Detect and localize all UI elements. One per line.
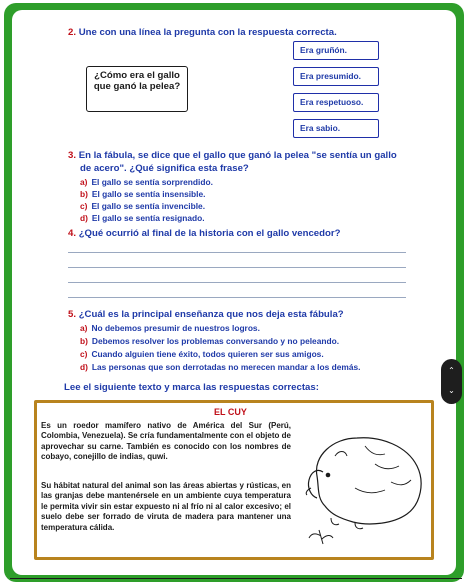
reading-title: EL CUY: [214, 407, 247, 417]
q3-option-b[interactable]: [80, 189, 205, 199]
q3-option-c[interactable]: [80, 201, 205, 211]
q2-question-text: ¿Cómo era el gallo que ganó la pelea?: [93, 70, 181, 92]
option-label: a): [80, 177, 88, 187]
q5-option-a[interactable]: [80, 323, 260, 333]
guinea-pig-illustration: [295, 418, 430, 553]
option-text: El gallo se sentía invencible.: [91, 201, 206, 211]
option-label: d): [80, 362, 88, 372]
q2-answer-box-2[interactable]: [293, 67, 379, 86]
option-label: b): [80, 189, 88, 199]
q3-option-d[interactable]: [80, 213, 205, 223]
question-4-number: 4.: [68, 228, 77, 239]
option-text: El gallo se sentía resignado.: [91, 213, 205, 223]
question-3-line2: de acero". ¿Qué significa esta frase?: [80, 163, 249, 174]
answer-line[interactable]: [68, 252, 406, 253]
option-text: Cuando alguien tiene éxito, todos quieren ser sus amigos.: [91, 349, 324, 359]
answer-line[interactable]: [68, 297, 406, 298]
q2-answer-box-3[interactable]: [293, 93, 379, 112]
option-label: c): [80, 349, 88, 359]
question-5-text: ¿Cuál es la principal enseñanza que nos deja esta fábula?: [78, 309, 344, 320]
scroll-control[interactable]: [441, 359, 462, 404]
bottom-divider: [10, 578, 462, 579]
option-text: Debemos resolver los problemas conversando y no peleando.: [91, 336, 340, 346]
option-label: a): [80, 323, 88, 333]
q5-option-b[interactable]: [80, 336, 339, 346]
q2-answer-text: Era respetuoso.: [300, 97, 364, 107]
answer-line[interactable]: [68, 267, 406, 268]
question-3-number: 3.: [68, 150, 77, 161]
question-3-line1: En la fábula, se dice que el gallo que ganó la pelea "se sentía un gallo: [78, 150, 397, 161]
scroll-up-icon[interactable]: ⌃: [448, 366, 455, 375]
question-2-number: 2.: [68, 27, 77, 38]
option-label: b): [80, 336, 88, 346]
question-5-number: 5.: [68, 309, 77, 320]
q3-option-a[interactable]: [80, 177, 213, 187]
question-3: [68, 150, 397, 161]
q2-answer-box-4[interactable]: [293, 119, 379, 138]
option-text: Las personas que son derrotadas no merecen mandar a los demás.: [91, 362, 361, 372]
option-text: No debemos presumir de nuestros logros.: [91, 323, 260, 333]
q2-answer-box-1[interactable]: [293, 41, 379, 60]
reading-paragraph-1: Es un roedor mamífero nativo de América del Sur (Perú, Colombia, Venezuela). Se cría fundamentalmente con el objeto de aprovechar su carne. También es conocido con los nombres de cobayo, conejillo de indias, quwi.: [41, 421, 291, 462]
q2-answer-text: Era gruñón.: [300, 45, 347, 55]
question-4-text: ¿Qué ocurrió al final de la historia con el gallo vencedor?: [78, 228, 341, 239]
q2-question-box[interactable]: [86, 66, 188, 112]
question-2-text: Une con una línea la pregunta con la respuesta correcta.: [78, 27, 337, 38]
q2-answer-text: Era presumido.: [300, 71, 361, 81]
reading-paragraph-2: Su hábitat natural del animal son las áreas abiertas y rústicas, en las granjas debe mantenérsele en un ambiente cuya temperatura le permita vivir sin estar expuesto ni al frío ni al calor excesivo; el suelo debe ser forrado de viruta de madera para mantener una temperatura cálida.: [41, 481, 291, 532]
option-text: El gallo se sentía sorprendido.: [91, 177, 213, 187]
answer-line[interactable]: [68, 282, 406, 283]
option-label: c): [80, 201, 88, 211]
question-5: [68, 309, 344, 320]
q5-option-c[interactable]: [80, 349, 324, 359]
q5-option-d[interactable]: [80, 362, 360, 372]
question-4: [68, 228, 340, 239]
option-label: d): [80, 213, 88, 223]
question-2: [68, 27, 337, 38]
q2-answer-text: Era sabio.: [300, 123, 341, 133]
reading-instruction: Lee el siguiente texto y marca las respuestas correctas:: [64, 382, 319, 393]
option-text: El gallo se sentía insensible.: [91, 189, 206, 199]
scroll-down-icon[interactable]: ⌄: [448, 386, 455, 395]
